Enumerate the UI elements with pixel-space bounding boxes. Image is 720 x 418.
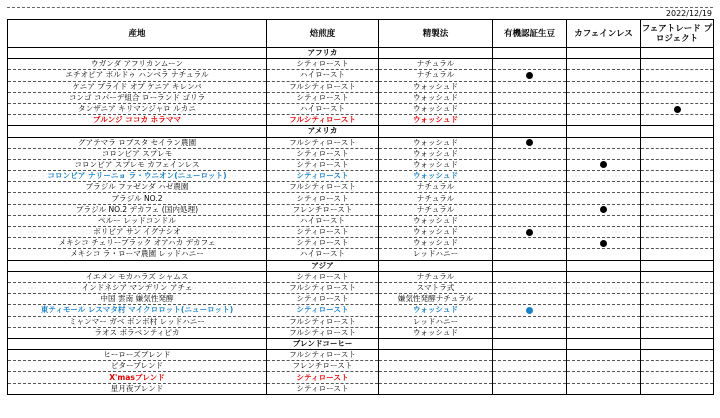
cell-organic — [493, 92, 567, 103]
section-spacer — [8, 260, 267, 271]
cell-decaf — [567, 204, 641, 215]
cell-roast: ハイロースト — [267, 103, 379, 114]
header-roast: 焙煎度 — [267, 20, 379, 48]
cell-process: スマトラ式 — [379, 282, 493, 293]
cell-origin: ミャンマー ガベ ボンボ村 レッドハニー — [8, 316, 267, 327]
table-body — [8, 48, 714, 395]
cell-fair — [641, 350, 714, 361]
cell-decaf — [567, 227, 641, 238]
cell-fair — [641, 305, 714, 316]
cell-process: ウォッシュド — [379, 327, 493, 338]
cell-decaf — [567, 159, 641, 170]
cell-decaf — [567, 282, 641, 293]
section-spacer — [567, 338, 641, 349]
cell-organic — [493, 193, 567, 204]
cell-roast: シティロースト — [267, 238, 379, 249]
cell-process: ウォッシュド — [379, 81, 493, 92]
cell-fair — [641, 103, 714, 114]
cell-process — [379, 383, 493, 394]
cell-roast: フルシティロースト — [267, 327, 379, 338]
section-spacer — [641, 126, 714, 137]
header-fairtrade: フェアトレード プロジェクト — [641, 20, 714, 48]
cell-fair — [641, 238, 714, 249]
cell-roast: シティロースト — [267, 193, 379, 204]
cell-process: ウォッシュド — [379, 171, 493, 182]
section-title: アフリカ — [267, 48, 379, 59]
cell-decaf — [567, 316, 641, 327]
section-spacer — [379, 48, 493, 59]
cell-origin: インドネシア マンデリン アチェ — [8, 282, 267, 293]
cell-organic — [493, 59, 567, 70]
table-row — [8, 193, 714, 204]
cell-decaf — [567, 148, 641, 159]
cell-origin: メキシコ ラ・ローマ農園 レッドハニー — [8, 249, 267, 260]
cell-roast: フルシティロースト — [267, 137, 379, 148]
cell-roast: フルシティロースト — [267, 316, 379, 327]
cell-origin: グアテマラ ロブスタ セイラン農園 — [8, 137, 267, 148]
cell-fair — [641, 372, 714, 383]
cell-process: ナチュラル — [379, 59, 493, 70]
cell-process: ウォッシュド — [379, 103, 493, 114]
cell-fair — [641, 182, 714, 193]
table-row — [8, 361, 714, 372]
cell-process — [379, 350, 493, 361]
cell-roast: フルシティロースト — [267, 115, 379, 126]
cell-decaf — [567, 59, 641, 70]
cell-organic — [493, 327, 567, 338]
cell-origin: ラオス ボラベンティピカ — [8, 327, 267, 338]
section-spacer — [641, 338, 714, 349]
cell-organic — [493, 294, 567, 305]
cell-organic — [493, 137, 567, 148]
organic-dot-icon — [526, 139, 533, 146]
cell-decaf — [567, 383, 641, 394]
section-title: アメリカ — [267, 126, 379, 137]
header-decaf: カフェインレス — [567, 20, 641, 48]
cell-organic — [493, 159, 567, 170]
section-spacer — [8, 48, 267, 59]
cell-roast: フルシティロースト — [267, 350, 379, 361]
organic-dot-icon — [526, 307, 533, 314]
cell-origin: イエメン モカハラズ シャムス — [8, 271, 267, 282]
table-row — [8, 182, 714, 193]
date-label: 2022/12/19 — [665, 9, 712, 18]
cell-decaf — [567, 327, 641, 338]
section-spacer — [567, 48, 641, 59]
cell-fair — [641, 159, 714, 170]
section-spacer — [379, 338, 493, 349]
cell-roast: シティロースト — [267, 171, 379, 182]
cell-decaf — [567, 361, 641, 372]
cell-process: 嫌気性発酵ナチュラル — [379, 294, 493, 305]
cell-origin: ペルー レッドコンドル — [8, 215, 267, 226]
cell-roast: フルシティロースト — [267, 282, 379, 293]
section-title: ブレンドコーヒー — [267, 338, 379, 349]
section-spacer — [567, 126, 641, 137]
cell-origin: メキシコ チェリーブラック オアハカ デカフェ — [8, 238, 267, 249]
cell-process: ウォッシュド — [379, 238, 493, 249]
cell-process: ナチュラル — [379, 271, 493, 282]
table-row — [8, 137, 714, 148]
section-spacer — [493, 48, 567, 59]
cell-decaf — [567, 103, 641, 114]
cell-roast: シティロースト — [267, 305, 379, 316]
cell-fair — [641, 92, 714, 103]
table-row — [8, 59, 714, 70]
cell-origin: ヒーローズブレンド — [8, 350, 267, 361]
cell-fair — [641, 227, 714, 238]
cell-roast: シティロースト — [267, 294, 379, 305]
cell-roast: シティロースト — [267, 271, 379, 282]
table-row — [8, 148, 714, 159]
table-row — [8, 204, 714, 215]
cell-decaf — [567, 182, 641, 193]
section-spacer — [567, 260, 641, 271]
table-row — [8, 282, 714, 293]
cell-decaf — [567, 115, 641, 126]
cell-fair — [641, 59, 714, 70]
table-row — [8, 350, 714, 361]
cell-fair — [641, 282, 714, 293]
cell-origin: タンザニア キリマンジャロ ルカニ — [8, 103, 267, 114]
cell-organic — [493, 372, 567, 383]
table-row — [8, 70, 714, 81]
cell-decaf — [567, 271, 641, 282]
section-row — [8, 260, 714, 271]
table-row — [8, 159, 714, 170]
cell-process: ナチュラル — [379, 193, 493, 204]
cell-origin: ブラジル ファゼンダ ハゼ農園 — [8, 182, 267, 193]
cell-process — [379, 361, 493, 372]
cell-origin: 東ティモール レスマタ村 マイクロロット(ニューロット) — [8, 305, 267, 316]
cell-organic — [493, 350, 567, 361]
cell-organic — [493, 305, 567, 316]
cell-roast: フレンチロースト — [267, 361, 379, 372]
cell-process: レッドハニー — [379, 316, 493, 327]
cell-process: ウォッシュド — [379, 305, 493, 316]
section-spacer — [641, 260, 714, 271]
cell-organic — [493, 182, 567, 193]
cell-origin: コンゴ コパーデ組合 ローランド ゴリラ — [8, 92, 267, 103]
cell-organic — [493, 282, 567, 293]
cell-fair — [641, 70, 714, 81]
organic-dot-icon — [526, 72, 533, 79]
cell-fair — [641, 249, 714, 260]
cell-origin: ブラジル NO.2 — [8, 193, 267, 204]
cell-roast: ハイロースト — [267, 70, 379, 81]
cell-organic — [493, 238, 567, 249]
section-spacer — [379, 126, 493, 137]
cell-roast: シティロースト — [267, 372, 379, 383]
cell-organic — [493, 204, 567, 215]
table-row — [8, 305, 714, 316]
cell-fair — [641, 271, 714, 282]
table-row — [8, 372, 714, 383]
cell-decaf — [567, 294, 641, 305]
cell-decaf — [567, 372, 641, 383]
table-row — [8, 327, 714, 338]
section-spacer — [379, 260, 493, 271]
section-spacer — [493, 260, 567, 271]
section-title: アジア — [267, 260, 379, 271]
cell-organic — [493, 148, 567, 159]
section-spacer — [493, 126, 567, 137]
cell-decaf — [567, 249, 641, 260]
cell-organic — [493, 316, 567, 327]
table-row — [8, 249, 714, 260]
top-divider — [7, 7, 713, 8]
header-row — [8, 20, 714, 48]
cell-process: ウォッシュド — [379, 115, 493, 126]
table-row — [8, 294, 714, 305]
table-row — [8, 92, 714, 103]
cell-fair — [641, 171, 714, 182]
cell-process: レッドハニー — [379, 249, 493, 260]
section-spacer — [8, 126, 267, 137]
cell-organic — [493, 103, 567, 114]
section-row — [8, 338, 714, 349]
cell-roast: フレンチロースト — [267, 204, 379, 215]
section-spacer — [8, 338, 267, 349]
cell-origin: コロンビア ナリーニョ ラ・ウニオン(ニューロット) — [8, 171, 267, 182]
cell-origin: X'masブレンド — [8, 372, 267, 383]
cell-decaf — [567, 215, 641, 226]
cell-roast: ハイロースト — [267, 249, 379, 260]
section-spacer — [493, 338, 567, 349]
cell-roast: シティロースト — [267, 92, 379, 103]
cell-origin: コロンビア スプレモ — [8, 148, 267, 159]
decaf-dot-icon — [600, 161, 607, 168]
cell-decaf — [567, 81, 641, 92]
cell-origin: ブルンジ ココカ ホラママ — [8, 115, 267, 126]
table-row — [8, 316, 714, 327]
cell-decaf — [567, 70, 641, 81]
table-row — [8, 227, 714, 238]
organic-dot-icon — [526, 229, 533, 236]
header-origin: 産地 — [8, 20, 267, 48]
decaf-dot-icon — [600, 206, 607, 213]
cell-origin: ケニア ブライド オブ ケニア キレンバ — [8, 81, 267, 92]
table-row — [8, 81, 714, 92]
cell-organic — [493, 215, 567, 226]
cell-organic — [493, 227, 567, 238]
cell-fair — [641, 137, 714, 148]
cell-origin: 中国 雲南 嫌気性発酵 — [8, 294, 267, 305]
cell-origin: 星月夜ブレンド — [8, 383, 267, 394]
cell-fair — [641, 316, 714, 327]
cell-process: ウォッシュド — [379, 137, 493, 148]
section-row — [8, 126, 714, 137]
cell-organic — [493, 249, 567, 260]
cell-roast: フルシティロースト — [267, 182, 379, 193]
table-row — [8, 115, 714, 126]
cell-fair — [641, 204, 714, 215]
cell-fair — [641, 115, 714, 126]
fairtrade-dot-icon — [674, 106, 681, 113]
cell-organic — [493, 361, 567, 372]
cell-organic — [493, 383, 567, 394]
cell-organic — [493, 81, 567, 92]
cell-organic — [493, 271, 567, 282]
cell-origin: ビターブレンド — [8, 361, 267, 372]
table-row — [8, 383, 714, 394]
cell-fair — [641, 361, 714, 372]
cell-organic — [493, 70, 567, 81]
table-row — [8, 271, 714, 282]
cell-fair — [641, 327, 714, 338]
cell-roast: フルシティロースト — [267, 81, 379, 92]
cell-fair — [641, 294, 714, 305]
cell-origin: エチオピア ボルドゥ ハンベラ ナチュラル — [8, 70, 267, 81]
cell-process: ウォッシュド — [379, 227, 493, 238]
cell-decaf — [567, 137, 641, 148]
cell-fair — [641, 148, 714, 159]
cell-process: ナチュラル — [379, 70, 493, 81]
cell-origin: ボリビア サン イグナシオ — [8, 227, 267, 238]
cell-fair — [641, 81, 714, 92]
cell-process: ウォッシュド — [379, 215, 493, 226]
cell-decaf — [567, 350, 641, 361]
cell-fair — [641, 193, 714, 204]
cell-roast: シティロースト — [267, 59, 379, 70]
decaf-dot-icon — [600, 240, 607, 247]
section-spacer — [641, 48, 714, 59]
cell-roast: シティロースト — [267, 383, 379, 394]
header-process: 精製法 — [379, 20, 493, 48]
cell-organic — [493, 115, 567, 126]
table-row — [8, 103, 714, 114]
cell-process: ナチュラル — [379, 182, 493, 193]
table-row — [8, 171, 714, 182]
cell-process: ナチュラル — [379, 204, 493, 215]
cell-decaf — [567, 238, 641, 249]
cell-roast: シティロースト — [267, 159, 379, 170]
cell-decaf — [567, 305, 641, 316]
cell-fair — [641, 215, 714, 226]
cell-decaf — [567, 171, 641, 182]
cell-process — [379, 372, 493, 383]
section-row — [8, 48, 714, 59]
cell-organic — [493, 171, 567, 182]
cell-fair — [641, 383, 714, 394]
table-row — [8, 238, 714, 249]
cell-process: ウォッシュド — [379, 159, 493, 170]
cell-roast: ハイロースト — [267, 215, 379, 226]
cell-roast: シティロースト — [267, 227, 379, 238]
cell-process: ウォッシュド — [379, 148, 493, 159]
cell-origin: ウガンダ アフリカンムーン — [8, 59, 267, 70]
cell-decaf — [567, 92, 641, 103]
cell-process: ウォッシュド — [379, 92, 493, 103]
header-organic: 有機認証生豆 — [493, 20, 567, 48]
cell-decaf — [567, 193, 641, 204]
cell-origin: ブラジル NO.2 デカフェ (国内処理) — [8, 204, 267, 215]
table-row — [8, 215, 714, 226]
coffee-table — [7, 19, 714, 395]
cell-roast: シティロースト — [267, 148, 379, 159]
cell-origin: コロンビア スプレモ カフェインレス — [8, 159, 267, 170]
